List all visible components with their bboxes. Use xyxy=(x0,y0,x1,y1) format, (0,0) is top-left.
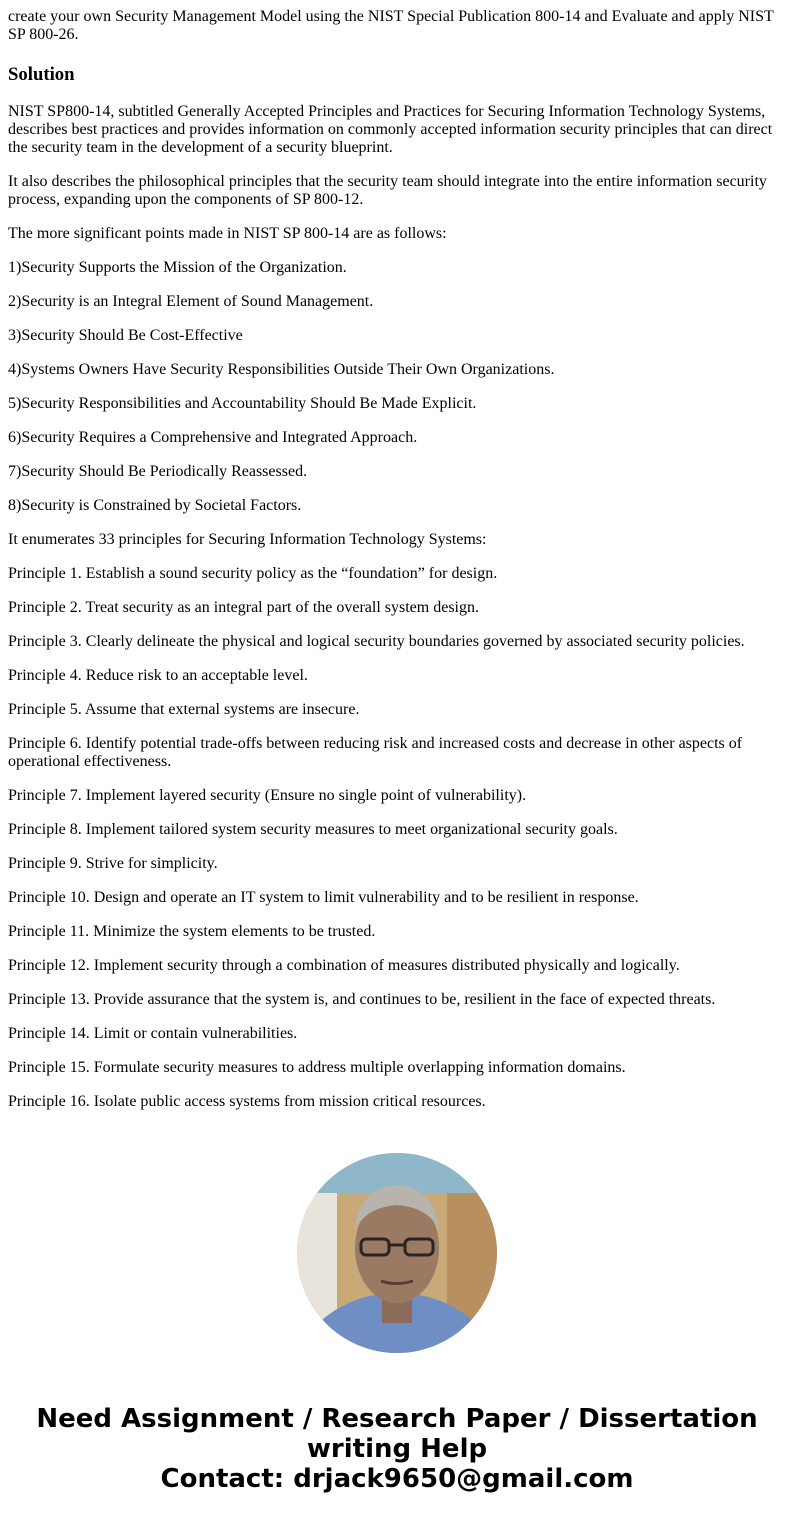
solution-paragraph: Principle 12. Implement security through a combination of measures distributed physically and logically. xyxy=(8,957,680,974)
solution-paragraph: 5)Security Responsibilities and Accountability Should Be Made Explicit. xyxy=(8,395,477,412)
solution-paragraph: Principle 2. Treat security as an integral part of the overall system design. xyxy=(8,599,479,616)
solution-paragraph: Principle 7. Implement layered security (Ensure no single point of vulnerability). xyxy=(8,787,527,804)
solution-heading: Solution xyxy=(8,64,75,85)
promo-line-1: Need Assignment / Research Paper / Dissertation xyxy=(36,1404,758,1434)
solution-body xyxy=(8,103,786,1111)
solution-paragraph: 3)Security Should Be Cost-Effective xyxy=(8,327,243,344)
solution-paragraph: Principle 16. Isolate public access systems from mission critical resources. xyxy=(8,1093,486,1110)
solution-paragraph: Principle 11. Minimize the system elements to be trusted. xyxy=(8,923,376,940)
solution-paragraph: 2)Security is an Integral Element of Sound Management. xyxy=(8,293,374,310)
solution-paragraph: Principle 6. Identify potential trade-offs between reducing risk and increased costs and decrease in other aspects of operational effectiveness. xyxy=(8,735,743,770)
solution-paragraph: Principle 3. Clearly delineate the physical and logical security boundaries governed by associated security policies. xyxy=(8,633,745,650)
solution-paragraph: Principle 1. Establish a sound security policy as the “foundation” for design. xyxy=(8,565,498,582)
solution-paragraph: It enumerates 33 principles for Securing Information Technology Systems: xyxy=(8,531,487,548)
solution-paragraph: NIST SP800-14, subtitled Generally Accepted Principles and Practices for Securing Information Technology Systems, describes best practices and provides information on commonly accepted information security principles that can direct the security team in the development of a security blueprint. xyxy=(8,103,773,156)
solution-paragraph: Principle 4. Reduce risk to an acceptable level. xyxy=(8,667,308,684)
promo-banner xyxy=(0,1404,794,1494)
solution-paragraph: 4)Systems Owners Have Security Responsibilities Outside Their Own Organizations. xyxy=(8,361,555,378)
solution-paragraph: The more significant points made in NIST SP 800-14 are as follows: xyxy=(8,225,447,242)
promo-contact: Contact: drjack9650@gmail.com xyxy=(160,1464,634,1494)
author-avatar xyxy=(297,1153,497,1353)
solution-paragraph: Principle 9. Strive for simplicity. xyxy=(8,855,218,872)
solution-paragraph: Principle 13. Provide assurance that the system is, and continues to be, resilient in the face of expected threats. xyxy=(8,991,716,1008)
avatar-portrait-image xyxy=(297,1153,497,1353)
solution-paragraph: Principle 15. Formulate security measures to address multiple overlapping information domains. xyxy=(8,1059,626,1076)
solution-paragraph: 8)Security is Constrained by Societal Factors. xyxy=(8,497,302,514)
solution-paragraph: 7)Security Should Be Periodically Reassessed. xyxy=(8,463,308,480)
solution-paragraph: Principle 14. Limit or contain vulnerabilities. xyxy=(8,1025,298,1042)
solution-paragraph: 1)Security Supports the Mission of the Organization. xyxy=(8,259,347,276)
solution-paragraph: Principle 10. Design and operate an IT system to limit vulnerability and to be resilient in response. xyxy=(8,889,639,906)
solution-paragraph: It also describes the philosophical principles that the security team should integrate into the entire information security process, expanding upon the components of SP 800-12. xyxy=(8,173,767,208)
question-text: create your own Security Management Model using the NIST Special Publication 800-14 and Evaluate and apply NIST SP 800-26. xyxy=(8,8,774,43)
solution-paragraph: Principle 5. Assume that external systems are insecure. xyxy=(8,701,360,718)
promo-line-2: writing Help xyxy=(306,1434,488,1464)
solution-paragraph: Principle 8. Implement tailored system security measures to meet organizational security goals. xyxy=(8,821,618,838)
solution-paragraph: 6)Security Requires a Comprehensive and Integrated Approach. xyxy=(8,429,418,446)
